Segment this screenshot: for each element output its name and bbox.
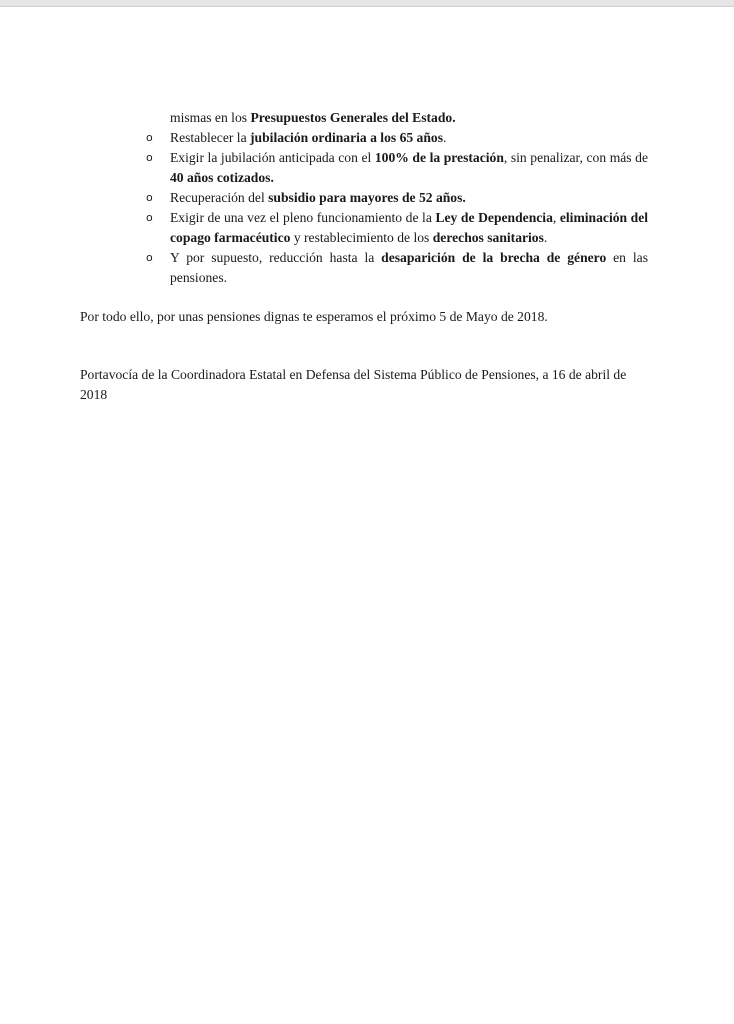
continuation-bold: Presupuestos Generales del Estado. — [250, 110, 456, 125]
item-text: , — [552, 210, 560, 225]
item-bold: Ley de Dependencia — [435, 210, 553, 225]
item-bold: 40 años cotizados. — [170, 170, 274, 185]
continuation-text: mismas en los — [170, 110, 251, 125]
page-top-edge — [0, 0, 734, 7]
bullet-icon: o — [146, 211, 153, 224]
list-item — [80, 188, 648, 208]
item-text: Exigir de una vez el pleno funcionamiento de la — [170, 210, 436, 225]
item-text: y restablecimiento de los — [290, 230, 433, 245]
list-item — [80, 148, 648, 188]
list-continuation-line — [80, 108, 648, 128]
bullet-icon: o — [146, 131, 153, 144]
item-bold: subsidio para mayores de 52 años. — [268, 190, 466, 205]
document-page — [80, 108, 648, 405]
bullet-icon: o — [146, 151, 153, 164]
item-text: Exigir la jubilación anticipada con el — [170, 150, 375, 165]
demands-list — [80, 128, 648, 288]
item-bold: eliminación del copago farmacéutico — [170, 210, 649, 245]
list-item — [80, 128, 648, 148]
item-text: . — [443, 130, 447, 145]
item-text: , sin penalizar, con más de — [503, 150, 648, 165]
list-item — [80, 208, 648, 248]
bullet-icon: o — [146, 191, 153, 204]
bullet-icon: o — [146, 251, 153, 264]
item-text: Restablecer la — [170, 130, 251, 145]
item-bold: desaparición de la brecha de género — [381, 250, 607, 265]
item-text: Y por supuesto, reducción hasta la — [170, 250, 382, 265]
item-text: Recuperación del — [170, 190, 269, 205]
signature-line: Portavocía de la Coordinadora Estatal en Defensa del Sistema Público de Pensiones, a 16 de abril de 2018 — [80, 367, 627, 402]
item-bold: 100% de la prestación — [374, 150, 504, 165]
item-bold: jubilación ordinaria a los 65 años — [250, 130, 444, 145]
closing-paragraph: Por todo ello, por unas pensiones dignas te esperamos el próximo 5 de Mayo de 2018. — [80, 309, 548, 324]
item-text: . — [543, 230, 548, 245]
item-text: en las pensiones. — [170, 250, 648, 285]
list-item — [80, 248, 648, 288]
item-bold: derechos sanitarios — [432, 230, 544, 245]
